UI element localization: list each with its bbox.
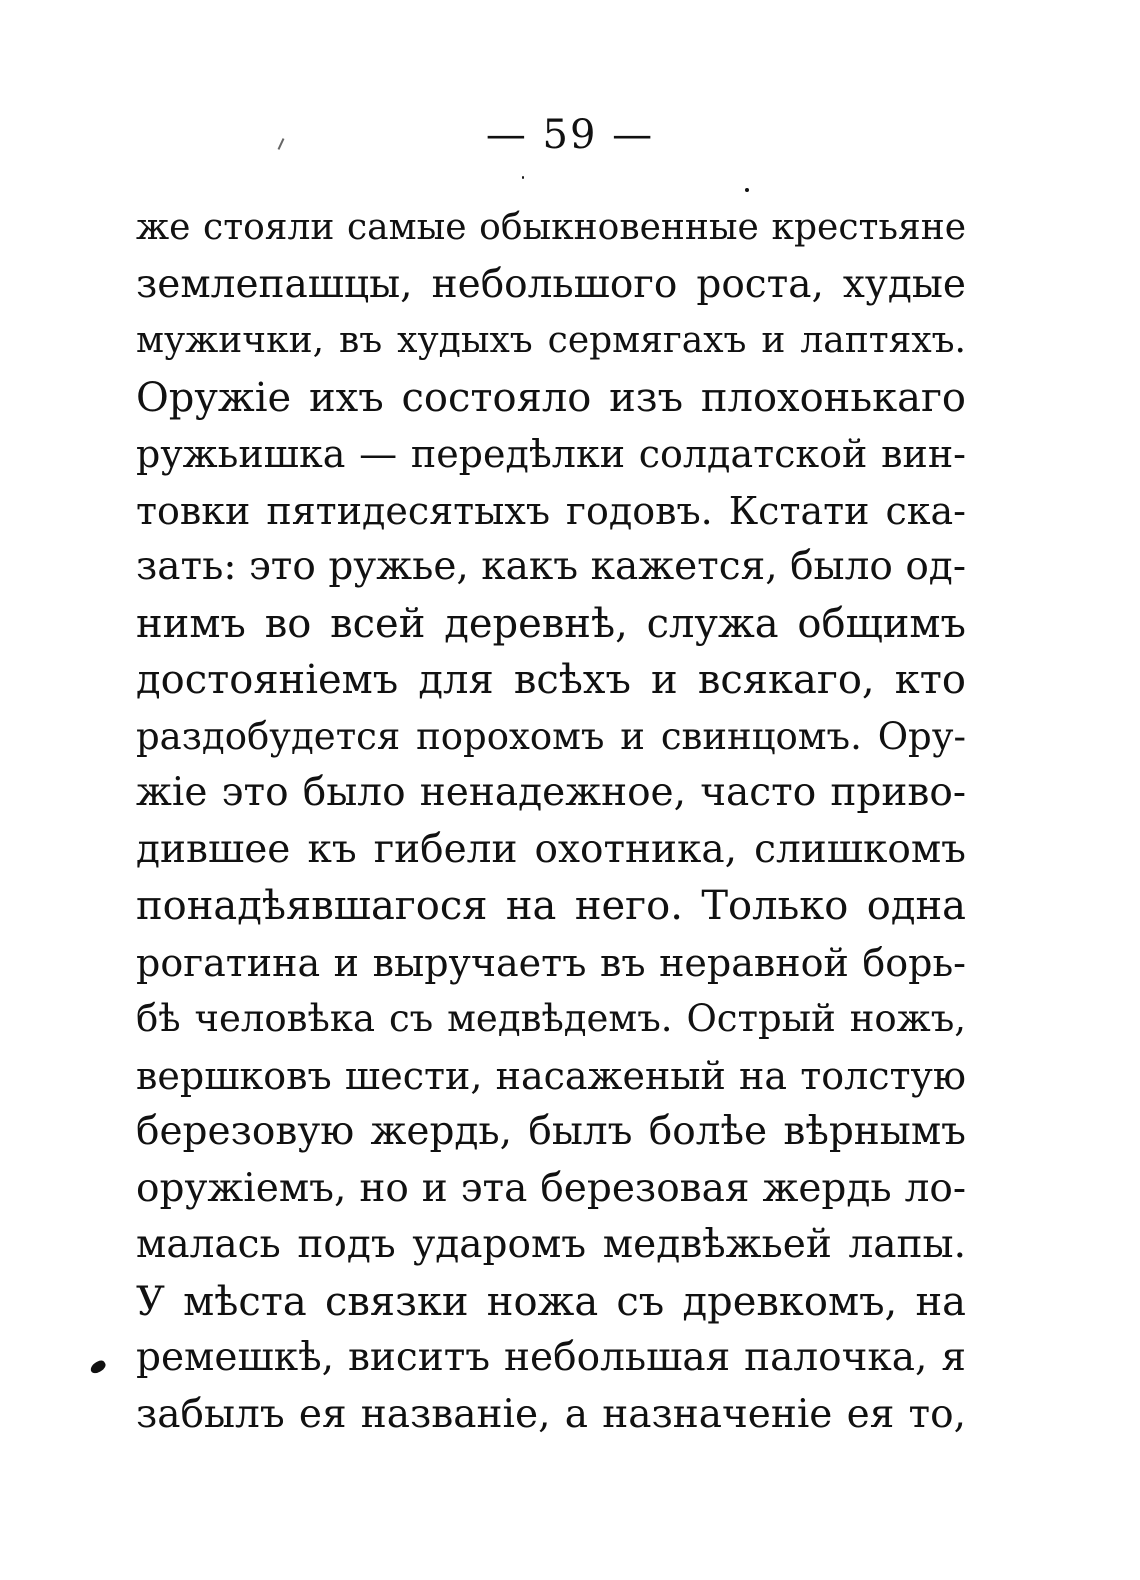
text-line: вершковъ шести, насаженый на толстую: [136, 1053, 966, 1098]
text-line: забылъ ея названіе, а назначеніе ея то,: [136, 1391, 966, 1437]
text-line: понадѣявшагося на него. Только одна: [136, 883, 966, 929]
speck: [522, 176, 524, 179]
text-line: ремешкѣ, виситъ небольшая палочка, я: [136, 1335, 966, 1380]
text-line: Оружіе ихъ состояло изъ плохонькаго: [136, 374, 966, 421]
text-line: березовую жердь, былъ болѣе вѣрнымъ: [136, 1109, 966, 1154]
text-line: достояніемъ для всѣхъ и всякаго, кто: [136, 657, 966, 703]
text-line: раздобудется порохомъ и свинцомъ. Ору-: [136, 714, 966, 758]
text-line: мужички, въ худыхъ сермягахъ и лаптяхъ.: [136, 320, 966, 361]
body-text: [136, 200, 966, 1443]
text-line: оружіемъ, но и эта березовая жердь ло-: [136, 1165, 966, 1211]
speck: [745, 188, 749, 192]
text-line: нимъ во всей деревнѣ, служа общимъ: [136, 600, 966, 647]
text-line: ружьишка — передѣлки солдатской вин-: [136, 432, 966, 476]
text-line: же стояли самые обыкновенные крестьяне: [136, 207, 966, 248]
text-line: рогатина и выручаетъ въ неравной борь-: [136, 940, 966, 985]
text-line: бѣ человѣка съ медвѣдемъ. Острый ножъ,: [136, 997, 966, 1040]
text-line: зать: это ружье, какъ кажется, было од-: [136, 544, 966, 589]
text-line: жіе это было ненадежное, часто приво-: [136, 770, 966, 815]
text-line: дившее къ гибели охотника, слишкомъ: [136, 826, 966, 872]
page-number: — 59 —: [485, 112, 655, 158]
text-line: малась подъ ударомъ медвѣжьей лапы.: [136, 1222, 966, 1267]
text-line: землепашцы, небольшого роста, худые: [136, 261, 966, 307]
ink-blot: [89, 1359, 108, 1376]
text-line: товки пятидесятыхъ годовъ. Кстати ска-: [136, 488, 966, 533]
text-line: У мѣста связки ножа съ древкомъ, на: [136, 1278, 966, 1325]
